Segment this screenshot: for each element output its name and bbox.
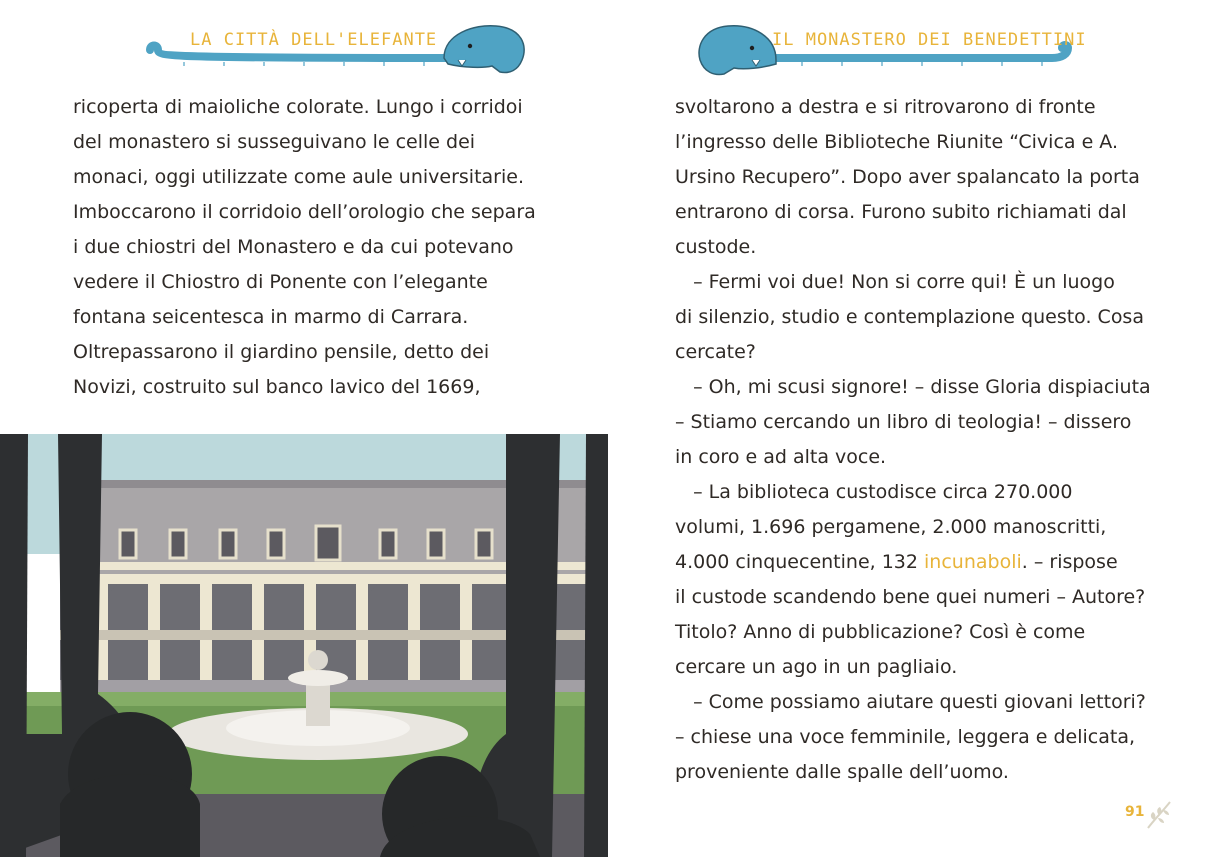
- right-body-text: [675, 90, 1151, 790]
- text-segment: . – rispose: [1021, 551, 1118, 573]
- text-line: Ursino Recupero”. Dopo aver spalancato la porta: [675, 166, 1140, 188]
- text-line: ricoperta di maioliche colorate. Lungo i corridoi: [73, 96, 523, 118]
- text-line: fontana seicentesca in marmo di Carrara.: [73, 306, 469, 328]
- text-line: il custode scandendo bene quei numeri – Autore?: [675, 586, 1146, 608]
- text-line: entrarono di corsa. Furono subito richiamati dal: [675, 201, 1127, 223]
- text-line-with-highlight: [675, 545, 1151, 580]
- text-line: – chiese una voce femminile, leggera e delicata,: [675, 726, 1136, 748]
- text-line: svoltarono a destra e si ritrovarono di fronte: [675, 96, 1096, 118]
- text-line: vedere il Chiostro di Ponente con l’elegante: [73, 271, 488, 293]
- text-line: di silenzio, studio e contemplazione questo. Cosa: [675, 306, 1144, 328]
- text-line: proveniente dalle spalle dell’uomo.: [675, 761, 1009, 783]
- text-line: – La biblioteca custodisce circa 270.000: [675, 481, 1073, 503]
- text-line: in coro e ad alta voce.: [675, 446, 887, 468]
- text-line: cercate?: [675, 341, 756, 363]
- text-segment: 4.000 cinquecentine, 132: [675, 551, 925, 573]
- text-line: l’ingresso delle Biblioteche Riunite “Civica e A.: [675, 131, 1119, 153]
- running-header-title: IL MONASTERO DEI BENEDETTINI: [772, 30, 1087, 50]
- text-line: del monastero si susseguivano le celle dei: [73, 131, 476, 153]
- right-page: [608, 0, 1215, 857]
- cloister-illustration: [0, 434, 608, 857]
- text-line: cercare un ago in un pagliaio.: [675, 656, 958, 678]
- text-line: – Fermi voi due! Non si corre qui! È un luogo: [675, 271, 1115, 293]
- text-line: Novizi, costruito sul banco lavico del 1669,: [73, 376, 481, 398]
- text-line: – Come possiamo aiutare questi giovani lettori?: [675, 691, 1146, 713]
- glossary-term: incunaboli: [924, 551, 1022, 573]
- text-line: i due chiostri del Monastero e da cui potevano: [73, 236, 514, 258]
- text-line: Titolo? Anno di pubblicazione? Così è come: [675, 621, 1086, 643]
- leaf-branch-icon: [1144, 798, 1174, 830]
- text-line: Imboccarono il corridoio dell’orologio che separa: [73, 201, 536, 223]
- text-line: volumi, 1.696 pergamene, 2.000 manoscritti,: [675, 516, 1107, 538]
- text-line: monaci, oggi utilizzate come aule universitarie.: [73, 166, 524, 188]
- text-line: – Oh, mi scusi signore! – disse Gloria dispiaciuta: [675, 376, 1151, 398]
- page-number: 91: [1125, 804, 1145, 820]
- text-line: – Stiamo cercando un libro di teologia! – dissero: [675, 411, 1132, 433]
- text-line: Oltrepassarono il giardino pensile, detto dei: [73, 341, 490, 363]
- running-header-title: LA CITTÀ DELL'ELEFANTE: [190, 30, 438, 50]
- text-line: custode.: [675, 236, 757, 258]
- left-body-text: [73, 90, 536, 405]
- right-page-header: [692, 14, 1087, 84]
- left-page-header: [144, 14, 534, 84]
